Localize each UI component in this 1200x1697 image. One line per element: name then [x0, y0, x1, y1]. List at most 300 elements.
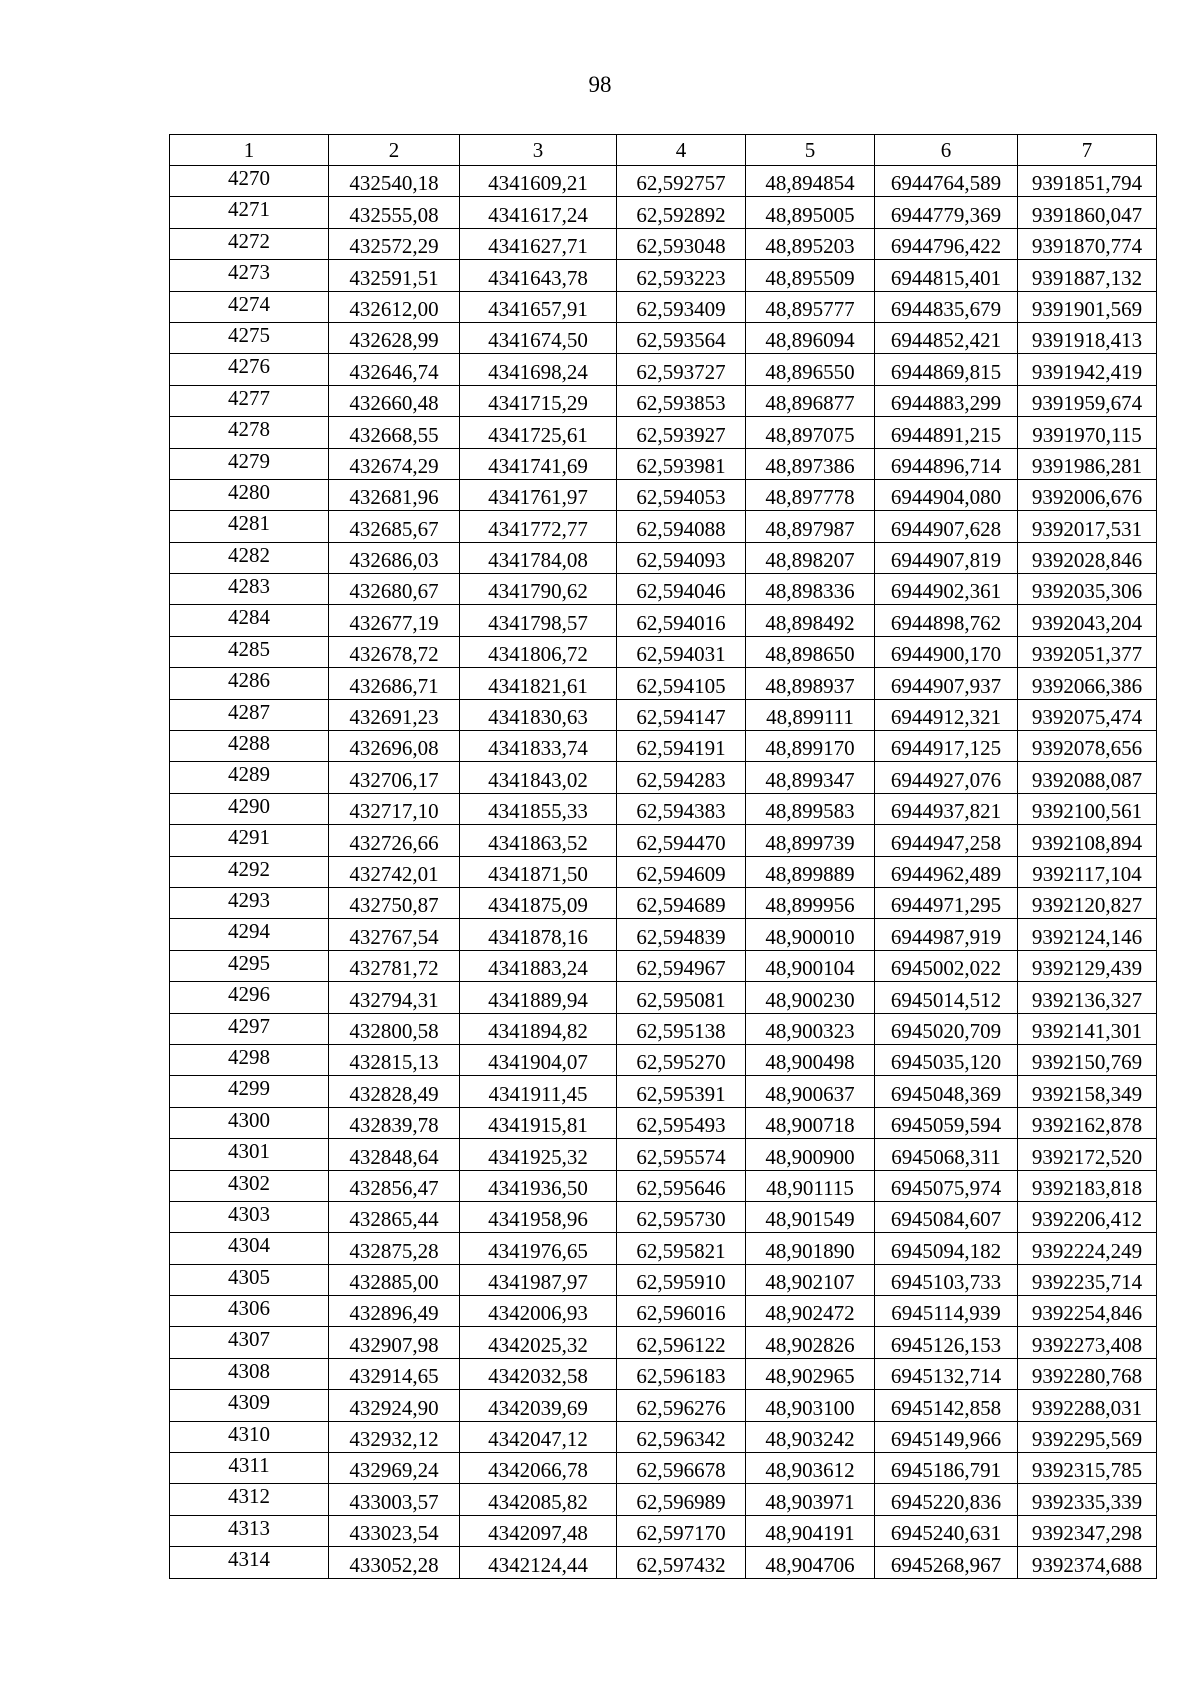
table-cell-col-5: 48,903971: [746, 1484, 875, 1515]
table-cell-col-6: 6945240,631: [875, 1515, 1018, 1546]
table-cell-col-7: 9392124,146: [1018, 919, 1157, 950]
table-cell-col-6: 6945220,836: [875, 1484, 1018, 1515]
table-cell-col-2: 432572,29: [329, 228, 460, 259]
column-header-2: 2: [329, 135, 460, 166]
table-cell-col-4: 62,597170: [617, 1515, 746, 1546]
table-cell-col-5: 48,898650: [746, 636, 875, 667]
table-cell-col-2: 432685,67: [329, 511, 460, 542]
table-row: [170, 668, 1157, 699]
table-row: [170, 1327, 1157, 1358]
table-cell-col-7: 9392035,306: [1018, 574, 1157, 605]
table-cell-col-1: 4289: [170, 762, 329, 793]
table-cell-col-3: 4341987,97: [460, 1264, 617, 1295]
table-cell-col-2: 432815,13: [329, 1044, 460, 1075]
table-cell-col-5: 48,902965: [746, 1358, 875, 1389]
table-cell-col-4: 62,595138: [617, 1013, 746, 1044]
table-cell-col-5: 48,897075: [746, 417, 875, 448]
table-row: [170, 1390, 1157, 1421]
table-cell-col-3: 4341725,61: [460, 417, 617, 448]
table-cell-col-4: 62,594470: [617, 825, 746, 856]
table-cell-col-7: 9392108,894: [1018, 825, 1157, 856]
table-cell-col-5: 48,902107: [746, 1264, 875, 1295]
table-cell-col-6: 6944987,919: [875, 919, 1018, 950]
table-row: [170, 793, 1157, 824]
table-cell-col-3: 4341894,82: [460, 1013, 617, 1044]
table-cell-col-5: 48,899347: [746, 762, 875, 793]
table-cell-col-3: 4342047,12: [460, 1421, 617, 1452]
table-cell-col-5: 48,904706: [746, 1547, 875, 1578]
table-cell-col-6: 6945075,974: [875, 1170, 1018, 1201]
table-cell-col-6: 6944947,258: [875, 825, 1018, 856]
table-cell-col-4: 62,593223: [617, 260, 746, 291]
table-row: [170, 856, 1157, 887]
table-cell-col-2: 432612,00: [329, 291, 460, 322]
table-cell-col-1: 4310: [170, 1421, 329, 1452]
table-cell-col-6: 6944937,821: [875, 793, 1018, 824]
table-cell-col-3: 4341843,02: [460, 762, 617, 793]
table-cell-col-6: 6945059,594: [875, 1107, 1018, 1138]
table-cell-col-5: 48,898937: [746, 668, 875, 699]
table-cell-col-1: 4313: [170, 1515, 329, 1546]
table-row: [170, 1201, 1157, 1232]
table-cell-col-5: 48,900104: [746, 950, 875, 981]
table-cell-col-6: 6944927,076: [875, 762, 1018, 793]
table-cell-col-5: 48,900637: [746, 1076, 875, 1107]
table-cell-col-4: 62,594046: [617, 574, 746, 605]
table-cell-col-5: 48,901549: [746, 1201, 875, 1232]
table-row: [170, 919, 1157, 950]
table-row: [170, 1358, 1157, 1389]
table-cell-col-2: 432680,67: [329, 574, 460, 605]
table-cell-col-7: 9392235,714: [1018, 1264, 1157, 1295]
table-cell-col-3: 4341958,96: [460, 1201, 617, 1232]
table-cell-col-2: 432540,18: [329, 166, 460, 197]
table-cell-col-3: 4341627,71: [460, 228, 617, 259]
table-cell-col-5: 48,904191: [746, 1515, 875, 1546]
table-cell-col-5: 48,896094: [746, 322, 875, 353]
table-cell-col-7: 9392254,846: [1018, 1296, 1157, 1327]
table-cell-col-2: 432691,23: [329, 699, 460, 730]
table-row: [170, 197, 1157, 228]
table-cell-col-1: 4286: [170, 668, 329, 699]
table-cell-col-1: 4307: [170, 1327, 329, 1358]
table-cell-col-5: 48,897386: [746, 448, 875, 479]
table-cell-col-1: 4304: [170, 1233, 329, 1264]
table-cell-col-6: 6945084,607: [875, 1201, 1018, 1232]
table-cell-col-7: 9391851,794: [1018, 166, 1157, 197]
table-row: [170, 1296, 1157, 1327]
table-row: [170, 1264, 1157, 1295]
table-cell-col-5: 48,900498: [746, 1044, 875, 1075]
table-cell-col-1: 4314: [170, 1547, 329, 1578]
table-cell-col-4: 62,595391: [617, 1076, 746, 1107]
table-cell-col-3: 4341790,62: [460, 574, 617, 605]
table-cell-col-5: 48,900230: [746, 982, 875, 1013]
table-cell-col-1: 4282: [170, 542, 329, 573]
table-cell-col-1: 4302: [170, 1170, 329, 1201]
table-cell-col-6: 6945142,858: [875, 1390, 1018, 1421]
table-cell-col-4: 62,595493: [617, 1107, 746, 1138]
table-cell-col-1: 4290: [170, 793, 329, 824]
table-cell-col-6: 6945114,939: [875, 1296, 1018, 1327]
table-cell-col-2: 432924,90: [329, 1390, 460, 1421]
table-cell-col-7: 9391986,281: [1018, 448, 1157, 479]
table-cell-col-6: 6944904,080: [875, 479, 1018, 510]
table-cell-col-2: 432591,51: [329, 260, 460, 291]
table-cell-col-4: 62,593564: [617, 322, 746, 353]
table-cell-col-4: 62,596678: [617, 1453, 746, 1484]
table-cell-col-7: 9391970,115: [1018, 417, 1157, 448]
table-cell-col-7: 9392172,520: [1018, 1139, 1157, 1170]
table-cell-col-4: 62,594088: [617, 511, 746, 542]
table-cell-col-3: 4342032,58: [460, 1358, 617, 1389]
table-cell-col-2: 432969,24: [329, 1453, 460, 1484]
table-cell-col-2: 432856,47: [329, 1170, 460, 1201]
table-cell-col-7: 9391901,569: [1018, 291, 1157, 322]
table-cell-col-2: 432717,10: [329, 793, 460, 824]
table-cell-col-1: 4309: [170, 1390, 329, 1421]
table-cell-col-3: 4341863,52: [460, 825, 617, 856]
column-header-1: 1: [170, 135, 329, 166]
table-cell-col-1: 4311: [170, 1453, 329, 1484]
table-cell-col-1: 4280: [170, 479, 329, 510]
table-cell-col-6: 6944883,299: [875, 385, 1018, 416]
table-cell-col-6: 6944891,215: [875, 417, 1018, 448]
table-cell-col-1: 4295: [170, 950, 329, 981]
table-cell-col-1: 4279: [170, 448, 329, 479]
table-cell-col-6: 6945094,182: [875, 1233, 1018, 1264]
table-row: [170, 166, 1157, 197]
table-cell-col-1: 4278: [170, 417, 329, 448]
table-cell-col-1: 4287: [170, 699, 329, 730]
column-header-3: 3: [460, 135, 617, 166]
table-cell-col-3: 4342097,48: [460, 1515, 617, 1546]
table-cell-col-5: 48,901890: [746, 1233, 875, 1264]
table-cell-col-3: 4341772,77: [460, 511, 617, 542]
table-cell-col-6: 6944907,819: [875, 542, 1018, 573]
table-row: [170, 982, 1157, 1013]
table-header: [170, 135, 1157, 166]
table-cell-col-2: 432668,55: [329, 417, 460, 448]
table-cell-col-7: 9391870,774: [1018, 228, 1157, 259]
table-row: [170, 228, 1157, 259]
table-cell-col-3: 4341806,72: [460, 636, 617, 667]
table-row: [170, 1044, 1157, 1075]
table-cell-col-4: 62,594191: [617, 731, 746, 762]
table-cell-col-3: 4341904,07: [460, 1044, 617, 1075]
table-cell-col-2: 432646,74: [329, 354, 460, 385]
table-cell-col-4: 62,595821: [617, 1233, 746, 1264]
table-cell-col-6: 6944852,421: [875, 322, 1018, 353]
table-cell-col-5: 48,897778: [746, 479, 875, 510]
table-cell-col-4: 62,594093: [617, 542, 746, 573]
table-row: [170, 354, 1157, 385]
table-cell-col-5: 48,898207: [746, 542, 875, 573]
table-cell-col-5: 48,902472: [746, 1296, 875, 1327]
table-cell-col-7: 9391942,419: [1018, 354, 1157, 385]
table-cell-col-7: 9392374,688: [1018, 1547, 1157, 1578]
table-row: [170, 1076, 1157, 1107]
table-cell-col-3: 4341715,29: [460, 385, 617, 416]
table-cell-col-3: 4341609,21: [460, 166, 617, 197]
table-cell-col-1: 4293: [170, 887, 329, 918]
table-body: [170, 166, 1157, 1579]
table-cell-col-4: 62,594689: [617, 887, 746, 918]
table-cell-col-3: 4342006,93: [460, 1296, 617, 1327]
table-cell-col-7: 9392158,349: [1018, 1076, 1157, 1107]
table-cell-col-5: 48,900900: [746, 1139, 875, 1170]
table-cell-col-2: 432555,08: [329, 197, 460, 228]
table-cell-col-1: 4305: [170, 1264, 329, 1295]
table-cell-col-3: 4341674,50: [460, 322, 617, 353]
table-cell-col-2: 432914,65: [329, 1358, 460, 1389]
table-cell-col-7: 9392129,439: [1018, 950, 1157, 981]
table-cell-col-5: 48,900718: [746, 1107, 875, 1138]
table-cell-col-7: 9391959,674: [1018, 385, 1157, 416]
table-cell-col-7: 9392183,818: [1018, 1170, 1157, 1201]
table-cell-col-1: 4284: [170, 605, 329, 636]
table-cell-col-7: 9392335,339: [1018, 1484, 1157, 1515]
column-header-4: 4: [617, 135, 746, 166]
table-cell-col-6: 6944917,125: [875, 731, 1018, 762]
column-header-5: 5: [746, 135, 875, 166]
table-row: [170, 1515, 1157, 1546]
table-cell-col-3: 4341798,57: [460, 605, 617, 636]
page-number: 98: [588, 72, 612, 97]
table-cell-col-5: 48,900323: [746, 1013, 875, 1044]
table-cell-col-2: 433052,28: [329, 1547, 460, 1578]
table-cell-col-2: 433023,54: [329, 1515, 460, 1546]
table-row: [170, 825, 1157, 856]
table-cell-col-1: 4285: [170, 636, 329, 667]
table-row: [170, 417, 1157, 448]
table-cell-col-1: 4288: [170, 731, 329, 762]
table-cell-col-1: 4300: [170, 1107, 329, 1138]
table-cell-col-5: 48,897987: [746, 511, 875, 542]
table-cell-col-5: 48,895509: [746, 260, 875, 291]
table-cell-col-2: 432800,58: [329, 1013, 460, 1044]
table-cell-col-3: 4342066,78: [460, 1453, 617, 1484]
table-cell-col-7: 9392224,249: [1018, 1233, 1157, 1264]
table-cell-col-4: 62,594967: [617, 950, 746, 981]
table-row: [170, 1170, 1157, 1201]
table-cell-col-4: 62,593409: [617, 291, 746, 322]
table-cell-col-5: 48,903242: [746, 1421, 875, 1452]
table-cell-col-4: 62,595081: [617, 982, 746, 1013]
coordinates-table: [169, 134, 1157, 1579]
table-cell-col-6: 6944898,762: [875, 605, 1018, 636]
table-cell-col-7: 9392066,386: [1018, 668, 1157, 699]
table-cell-col-2: 432660,48: [329, 385, 460, 416]
table-cell-col-2: 432865,44: [329, 1201, 460, 1232]
table-row: [170, 291, 1157, 322]
table-cell-col-5: 48,895777: [746, 291, 875, 322]
table-row: [170, 1013, 1157, 1044]
table-row: [170, 322, 1157, 353]
table-cell-col-2: 432828,49: [329, 1076, 460, 1107]
table-cell-col-4: 62,593853: [617, 385, 746, 416]
table-cell-col-4: 62,594016: [617, 605, 746, 636]
table-cell-col-2: 432726,66: [329, 825, 460, 856]
table-cell-col-4: 62,596122: [617, 1327, 746, 1358]
table-cell-col-3: 4341875,09: [460, 887, 617, 918]
table-cell-col-3: 4341911,45: [460, 1076, 617, 1107]
table-cell-col-2: 432767,54: [329, 919, 460, 950]
table-cell-col-6: 6944971,295: [875, 887, 1018, 918]
table-cell-col-4: 62,593048: [617, 228, 746, 259]
table-cell-col-7: 9392141,301: [1018, 1013, 1157, 1044]
table-cell-col-7: 9392043,204: [1018, 605, 1157, 636]
table-cell-col-4: 62,592757: [617, 166, 746, 197]
table-row: [170, 762, 1157, 793]
table-cell-col-6: 6944907,628: [875, 511, 1018, 542]
table-cell-col-7: 9392028,846: [1018, 542, 1157, 573]
table-row: [170, 448, 1157, 479]
table-cell-col-4: 62,594383: [617, 793, 746, 824]
table-cell-col-4: 62,595646: [617, 1170, 746, 1201]
table-cell-col-5: 48,899739: [746, 825, 875, 856]
table-cell-col-3: 4342025,32: [460, 1327, 617, 1358]
table-cell-col-6: 6945035,120: [875, 1044, 1018, 1075]
table-cell-col-6: 6944902,361: [875, 574, 1018, 605]
table-cell-col-5: 48,901115: [746, 1170, 875, 1201]
table-row: [170, 511, 1157, 542]
table-cell-col-6: 6944896,714: [875, 448, 1018, 479]
table-cell-col-3: 4341741,69: [460, 448, 617, 479]
table-cell-col-2: 432907,98: [329, 1327, 460, 1358]
table-cell-col-2: 432678,72: [329, 636, 460, 667]
table-cell-col-6: 6945002,022: [875, 950, 1018, 981]
table-cell-col-6: 6944835,679: [875, 291, 1018, 322]
table-cell-col-7: 9392295,569: [1018, 1421, 1157, 1452]
table-cell-col-2: 432794,31: [329, 982, 460, 1013]
table-cell-col-3: 4342124,44: [460, 1547, 617, 1578]
table-cell-col-4: 62,594147: [617, 699, 746, 730]
table-cell-col-2: 432686,71: [329, 668, 460, 699]
table-cell-col-2: 432674,29: [329, 448, 460, 479]
table-cell-col-3: 4342039,69: [460, 1390, 617, 1421]
table-cell-col-4: 62,592892: [617, 197, 746, 228]
table-cell-col-6: 6944869,815: [875, 354, 1018, 385]
table-cell-col-3: 4341617,24: [460, 197, 617, 228]
table-cell-col-7: 9392162,878: [1018, 1107, 1157, 1138]
table-cell-col-3: 4341936,50: [460, 1170, 617, 1201]
table-row: [170, 385, 1157, 416]
table-row: [170, 950, 1157, 981]
table-cell-col-1: 4308: [170, 1358, 329, 1389]
column-header-7: 7: [1018, 135, 1157, 166]
table-cell-col-3: 4341657,91: [460, 291, 617, 322]
table-cell-col-3: 4341643,78: [460, 260, 617, 291]
table-cell-col-5: 48,902826: [746, 1327, 875, 1358]
table-cell-col-7: 9392280,768: [1018, 1358, 1157, 1389]
table-cell-col-1: 4306: [170, 1296, 329, 1327]
table-cell-col-5: 48,898492: [746, 605, 875, 636]
table-cell-col-7: 9392117,104: [1018, 856, 1157, 887]
table-cell-col-6: 6944962,489: [875, 856, 1018, 887]
table-row: [170, 605, 1157, 636]
table-cell-col-7: 9391860,047: [1018, 197, 1157, 228]
table-cell-col-3: 4341698,24: [460, 354, 617, 385]
table-cell-col-4: 62,596276: [617, 1390, 746, 1421]
table-row: [170, 1139, 1157, 1170]
table-cell-col-1: 4281: [170, 511, 329, 542]
table-cell-col-3: 4341871,50: [460, 856, 617, 887]
table-cell-col-6: 6945268,967: [875, 1547, 1018, 1578]
table-cell-col-7: 9392136,327: [1018, 982, 1157, 1013]
table-cell-col-2: 432681,96: [329, 479, 460, 510]
table-cell-col-7: 9392273,408: [1018, 1327, 1157, 1358]
table-row: [170, 1547, 1157, 1578]
table-cell-col-4: 62,593927: [617, 417, 746, 448]
table-cell-col-7: 9392017,531: [1018, 511, 1157, 542]
table-cell-col-2: 432628,99: [329, 322, 460, 353]
table-cell-col-4: 62,594839: [617, 919, 746, 950]
table-cell-col-4: 62,597432: [617, 1547, 746, 1578]
table-cell-col-2: 432875,28: [329, 1233, 460, 1264]
header-row: [170, 135, 1157, 166]
table-cell-col-4: 62,594609: [617, 856, 746, 887]
table-cell-col-5: 48,899583: [746, 793, 875, 824]
table-cell-col-6: 6945048,369: [875, 1076, 1018, 1107]
table-cell-col-5: 48,895203: [746, 228, 875, 259]
table-cell-col-1: 4294: [170, 919, 329, 950]
table-cell-col-5: 48,895005: [746, 197, 875, 228]
table-cell-col-7: 9392315,785: [1018, 1453, 1157, 1484]
table-cell-col-6: 6944796,422: [875, 228, 1018, 259]
table-cell-col-5: 48,896877: [746, 385, 875, 416]
table-cell-col-2: 432885,00: [329, 1264, 460, 1295]
table-cell-col-4: 62,595270: [617, 1044, 746, 1075]
table-cell-col-5: 48,898336: [746, 574, 875, 605]
table-cell-col-3: 4341830,63: [460, 699, 617, 730]
table-cell-col-7: 9392120,827: [1018, 887, 1157, 918]
table-row: [170, 1421, 1157, 1452]
table-cell-col-7: 9391887,132: [1018, 260, 1157, 291]
table-cell-col-5: 48,894854: [746, 166, 875, 197]
table-cell-col-6: 6945132,714: [875, 1358, 1018, 1389]
table-cell-col-5: 48,900010: [746, 919, 875, 950]
table-cell-col-3: 4342085,82: [460, 1484, 617, 1515]
table-cell-col-7: 9392347,298: [1018, 1515, 1157, 1546]
table-cell-col-5: 48,899956: [746, 887, 875, 918]
table-cell-col-3: 4341883,24: [460, 950, 617, 981]
table-cell-col-4: 62,594031: [617, 636, 746, 667]
table-cell-col-4: 62,594053: [617, 479, 746, 510]
table-cell-col-2: 432686,03: [329, 542, 460, 573]
table-cell-col-3: 4341878,16: [460, 919, 617, 950]
table-cell-col-2: 432848,64: [329, 1139, 460, 1170]
table-cell-col-4: 62,596183: [617, 1358, 746, 1389]
table-cell-col-1: 4274: [170, 291, 329, 322]
table-cell-col-6: 6944764,589: [875, 166, 1018, 197]
table-cell-col-6: 6944815,401: [875, 260, 1018, 291]
table-row: [170, 260, 1157, 291]
table-row: [170, 1453, 1157, 1484]
table-cell-col-4: 62,595910: [617, 1264, 746, 1295]
table-cell-col-1: 4291: [170, 825, 329, 856]
table-row: [170, 1107, 1157, 1138]
table-cell-col-3: 4341925,32: [460, 1139, 617, 1170]
table-cell-col-6: 6944912,321: [875, 699, 1018, 730]
table-cell-col-1: 4276: [170, 354, 329, 385]
table-row: [170, 731, 1157, 762]
table-cell-col-4: 62,595730: [617, 1201, 746, 1232]
table-cell-col-7: 9392206,412: [1018, 1201, 1157, 1232]
table-cell-col-6: 6945020,709: [875, 1013, 1018, 1044]
table-cell-col-7: 9392150,769: [1018, 1044, 1157, 1075]
table-row: [170, 636, 1157, 667]
